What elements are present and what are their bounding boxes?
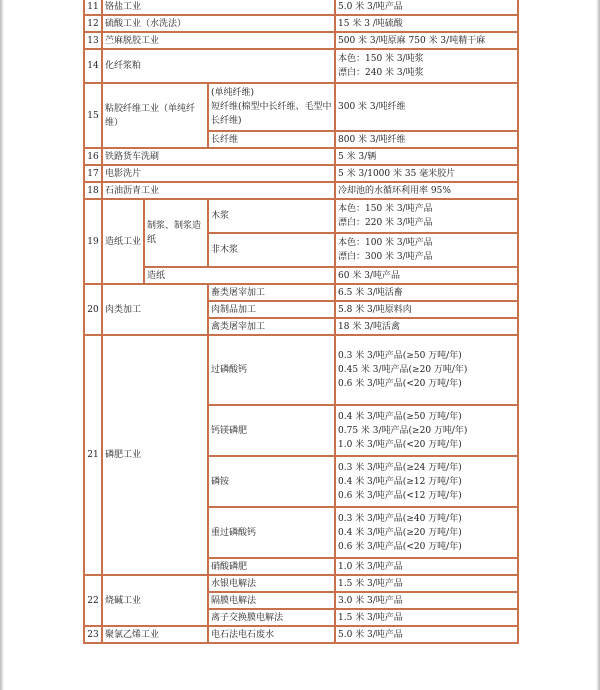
value-line: 本色：100 米 3/吨产品 xyxy=(338,238,433,248)
value-line: 0.4 米 3/吨产品(≥50 万吨/年) xyxy=(338,411,462,422)
sub-category: 钙镁磷肥 xyxy=(208,405,335,456)
row-number: 12 xyxy=(84,15,102,32)
discharge-value: 18 米 3/吨活禽 xyxy=(335,318,518,335)
discharge-value: 500 米 3/吨原麻 750 米 3/吨精干麻 xyxy=(335,32,518,49)
value-line: 0.4 米 3/吨产品(≥20 万吨/年) xyxy=(338,527,462,538)
sub-category: 磷铵 xyxy=(208,456,335,507)
discharge-value: 5.8 米 3/吨原料肉 xyxy=(335,301,518,318)
discharge-value: 60 米 3/吨产品 xyxy=(335,267,518,284)
discharge-value: 5.0 米 3/吨产品 xyxy=(335,626,518,643)
discharge-value: 5 米 3/1000 米 35 毫米胶片 xyxy=(335,165,518,182)
discharge-value: 1.5 米 3/吨产品 xyxy=(335,575,518,592)
table-row xyxy=(84,49,518,83)
discharge-value xyxy=(335,335,518,405)
industry-name: 苎麻脱胶工业 xyxy=(102,32,335,49)
discharge-value xyxy=(335,456,518,507)
discharge-value xyxy=(335,199,518,233)
sub-category: 长纤维 xyxy=(208,131,335,148)
industry-name: 化纤浆粕 xyxy=(102,49,335,83)
sub-category: 离子交换膜电解法 xyxy=(208,609,335,626)
value-line: 0.3 米 3/吨产品(≥40 万吨/年) xyxy=(338,513,462,524)
value-line: 0.45 米 3/吨产品(≥20 万吨/年) xyxy=(338,365,468,375)
table-row xyxy=(84,83,518,131)
value-line: 0.4 米 3/吨产品(≥12 万吨/年) xyxy=(338,476,462,487)
sub-category: 禽类屠宰加工 xyxy=(208,318,335,335)
row-number: 17 xyxy=(84,165,102,182)
industry-name: 磷肥工业 xyxy=(102,335,208,575)
discharge-value: 5.0 米 3/吨产品 xyxy=(335,0,518,15)
industry-name: 聚氯乙烯工业 xyxy=(102,626,208,643)
discharge-value: 冷却池的水循环利用率 95% xyxy=(335,182,518,199)
industry-name: 石油沥青工业 xyxy=(102,182,335,199)
sub-category xyxy=(208,83,335,131)
sub-category: 造纸 xyxy=(144,267,335,284)
industry-name: 铁路货车洗刷 xyxy=(102,148,335,165)
value-line: 0.75 米 3/吨产品(≥20 万吨/年) xyxy=(338,425,468,436)
table-row xyxy=(84,165,518,182)
table-row xyxy=(84,15,518,32)
value-line: 0.3 米 3/吨产品(≥50 万吨/年) xyxy=(338,351,462,361)
discharge-value: 5 米 3/辆 xyxy=(335,148,518,165)
table-row xyxy=(84,267,518,284)
sub-category: 水银电解法 xyxy=(208,575,335,592)
industry-name: 粘胶纤维工业（单纯纤维） xyxy=(102,83,208,148)
row-number: 21 xyxy=(84,335,102,575)
discharge-value: 1.0 米 3/吨产品 xyxy=(335,558,518,575)
row-number: 15 xyxy=(84,83,102,148)
industry-name: 硫酸工业（水洗法） xyxy=(102,15,335,32)
row-number: 16 xyxy=(84,148,102,165)
discharge-value xyxy=(335,405,518,456)
industry-name: 造纸工业 xyxy=(102,199,144,284)
sub-category: 木浆 xyxy=(208,199,335,233)
discharge-value: 800 米 3/吨纤维 xyxy=(335,131,518,148)
value-line: 1.0 米 3/吨产品(<20 万吨/年) xyxy=(338,439,462,450)
table-row xyxy=(84,182,518,199)
table-row xyxy=(84,32,518,49)
table-row xyxy=(84,284,518,301)
row-number: 13 xyxy=(84,32,102,49)
sub-group: 制浆、制浆造纸 xyxy=(144,199,208,267)
industry-name: 铬盐工业 xyxy=(102,0,335,15)
value-line: 漂白：220 米 3/吨产品 xyxy=(338,218,433,228)
value-line: 本色：150 米 3/吨浆 xyxy=(338,54,424,64)
discharge-value: 15 米 3 /吨硫酸 xyxy=(335,15,518,32)
row-number: 19 xyxy=(84,199,102,284)
value-line: 漂白：240 米 3/吨浆 xyxy=(338,68,424,78)
discharge-value: 3.0 米 3/吨产品 xyxy=(335,592,518,609)
sub-category: 过磷酸钙 xyxy=(208,335,335,405)
sub-category: 畜类屠宰加工 xyxy=(208,284,335,301)
sub-category: 非木浆 xyxy=(208,233,335,267)
discharge-value xyxy=(335,49,518,83)
wastewater-standard-table xyxy=(83,0,519,644)
sub-category: 重过磷酸钙 xyxy=(208,507,335,558)
sub-category: 隔膜电解法 xyxy=(208,592,335,609)
discharge-value: 6.5 米 3/吨活畜 xyxy=(335,284,518,301)
table-row xyxy=(84,626,518,643)
value-line: 漂白：300 米 3/吨产品 xyxy=(338,252,433,262)
row-number: 23 xyxy=(84,626,102,643)
page-shadow-right xyxy=(596,0,600,690)
discharge-value: 1.5 米 3/吨产品 xyxy=(335,609,518,626)
row-number: 14 xyxy=(84,49,102,83)
discharge-value: 300 米 3/吨纤维 xyxy=(335,83,518,131)
table-row xyxy=(84,335,518,405)
industry-name: 烧碱工业 xyxy=(102,575,208,626)
row-number: 18 xyxy=(84,182,102,199)
industry-name: 电影洗片 xyxy=(102,165,335,182)
row-number: 11 xyxy=(84,0,102,15)
row-number: 22 xyxy=(84,575,102,626)
industry-name: 肉类加工 xyxy=(102,284,208,335)
row-number: 20 xyxy=(84,284,102,335)
value-line: 0.6 米 3/吨产品(<20 万吨/年) xyxy=(338,379,462,389)
table-row xyxy=(84,0,518,15)
value-line: 本色：150 米 3/吨产品 xyxy=(338,204,433,214)
value-line: 0.3 米 3/吨产品(≥24 万吨/年) xyxy=(338,462,462,473)
sub-category-line: (单纯纤维) xyxy=(211,88,255,98)
table-row xyxy=(84,148,518,165)
page-shadow-left xyxy=(0,0,4,690)
sub-category: 肉制品加工 xyxy=(208,301,335,318)
value-line: 0.6 米 3/吨产品(<20 万吨/年) xyxy=(338,541,462,552)
sub-category: 电石法电石废水 xyxy=(208,626,335,643)
sub-category-line: 短纤维(棉型中长纤维、毛型中长纤维) xyxy=(211,102,332,126)
discharge-value xyxy=(335,507,518,558)
sub-category: 硝酸磷肥 xyxy=(208,558,335,575)
table-row xyxy=(84,575,518,592)
discharge-value xyxy=(335,233,518,267)
value-line: 0.6 米 3/吨产品(<12 万吨/年) xyxy=(338,490,462,501)
table-row xyxy=(84,199,518,233)
